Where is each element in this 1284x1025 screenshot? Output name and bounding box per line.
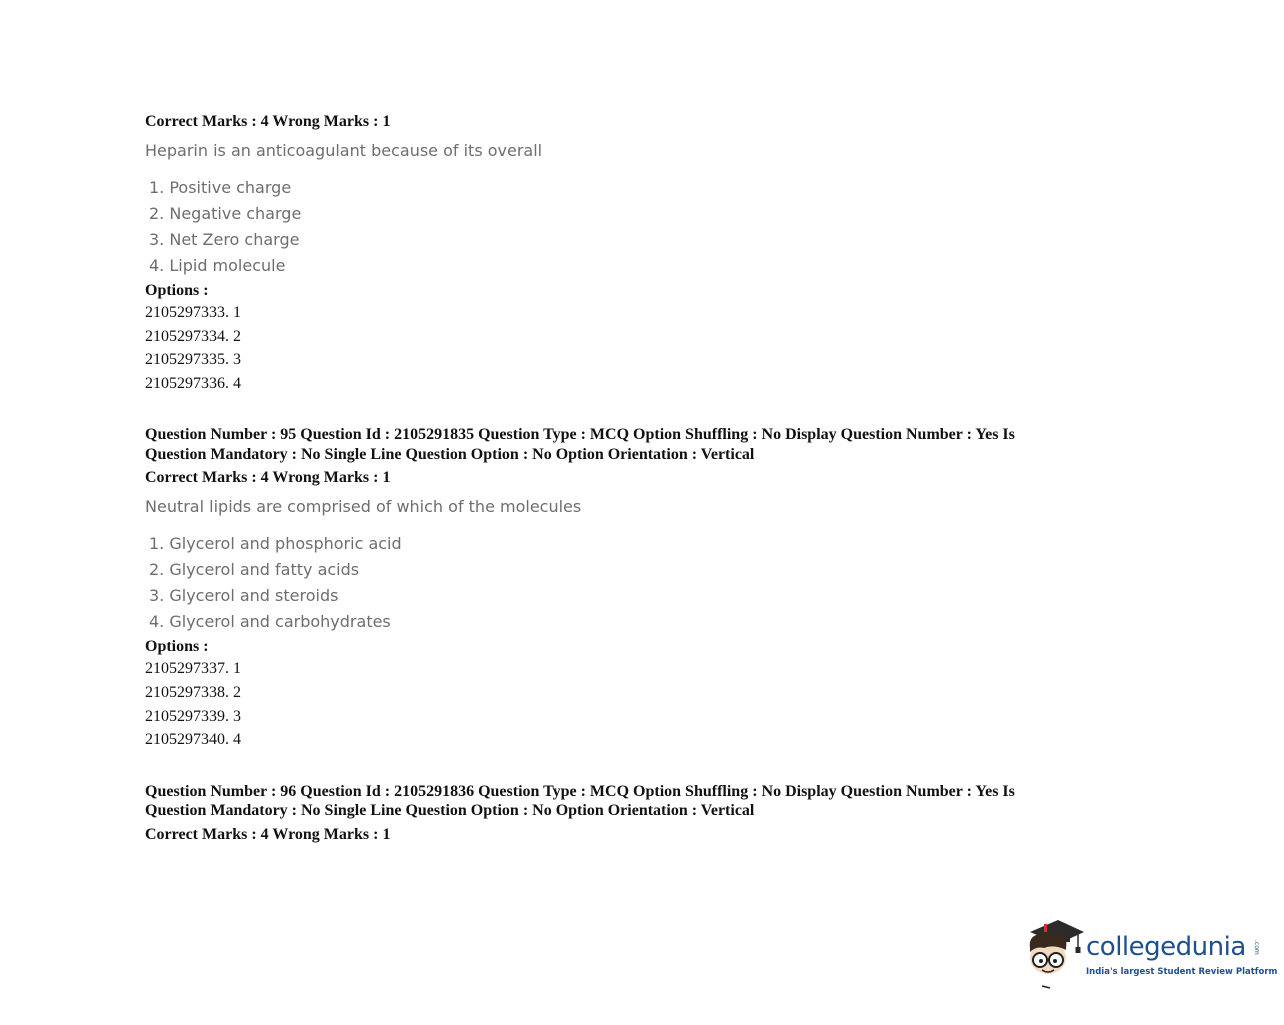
question-96 bbox=[145, 782, 1145, 845]
marks-line: Correct Marks : 4 Wrong Marks : 1 bbox=[145, 113, 391, 130]
choice-list bbox=[145, 531, 1145, 635]
mascot-icon bbox=[1024, 918, 1084, 990]
option-id: 2105297333. 1 bbox=[145, 304, 241, 321]
question-meta: Question Number : 95 Question Id : 2105291835 Question Type : MCQ Option Shuffling : No Display Question Number : Yes Is bbox=[145, 426, 1015, 444]
choice-item: 1. Positive charge bbox=[149, 178, 292, 197]
choice-item: 2. Glycerol and fatty acids bbox=[149, 560, 360, 580]
question-95 bbox=[145, 425, 1145, 751]
question-text: Heparin is an anticoagulant because of its overall bbox=[145, 141, 543, 160]
choice-item: 2. Negative charge bbox=[149, 204, 302, 223]
question-94 bbox=[145, 112, 1145, 395]
marks-line: Correct Marks : 4 Wrong Marks : 1 bbox=[145, 825, 391, 843]
choice-item: 4. Lipid molecule bbox=[149, 256, 286, 275]
question-meta: Question Mandatory : No Single Line Question Option : No Option Orientation : Vertical bbox=[145, 445, 755, 463]
question-meta: Question Mandatory : No Single Line Question Option : No Option Orientation : Vertical bbox=[145, 802, 755, 820]
choice-list bbox=[145, 175, 1145, 279]
options-label: Options : bbox=[145, 638, 209, 656]
marks-line: Correct Marks : 4 Wrong Marks : 1 bbox=[145, 469, 391, 487]
choice-item: 3. Glycerol and steroids bbox=[149, 586, 339, 606]
document-content bbox=[145, 112, 1145, 845]
option-id: 2105297337. 1 bbox=[145, 660, 241, 678]
logo-tagline: India's largest Student Review Platform bbox=[1086, 967, 1278, 977]
choice-item: 1. Glycerol and phosphoric acid bbox=[149, 534, 402, 554]
option-id: 2105297338. 2 bbox=[145, 683, 241, 701]
choice-item: 3. Net Zero charge bbox=[149, 230, 300, 249]
logo-suffix: .com bbox=[1253, 940, 1260, 955]
option-id: 2105297334. 2 bbox=[145, 327, 241, 345]
option-id: 2105297339. 3 bbox=[145, 707, 241, 725]
options-label: Options : bbox=[145, 282, 209, 299]
option-id: 2105297340. 4 bbox=[145, 731, 241, 749]
spacer bbox=[145, 752, 1145, 782]
choice-item: 4. Glycerol and carbohydrates bbox=[149, 612, 391, 632]
question-meta: Question Number : 96 Question Id : 2105291836 Question Type : MCQ Option Shuffling : No Display Question Number : Yes Is bbox=[145, 782, 1015, 800]
option-id: 2105297335. 3 bbox=[145, 351, 241, 369]
logo-wordmark: collegedunia bbox=[1086, 932, 1246, 962]
collegedunia-logo[interactable] bbox=[1024, 918, 1278, 990]
option-id: 2105297336. 4 bbox=[145, 374, 241, 392]
spacer bbox=[145, 395, 1145, 425]
question-text: Neutral lipids are comprised of which of the molecules bbox=[145, 497, 582, 517]
